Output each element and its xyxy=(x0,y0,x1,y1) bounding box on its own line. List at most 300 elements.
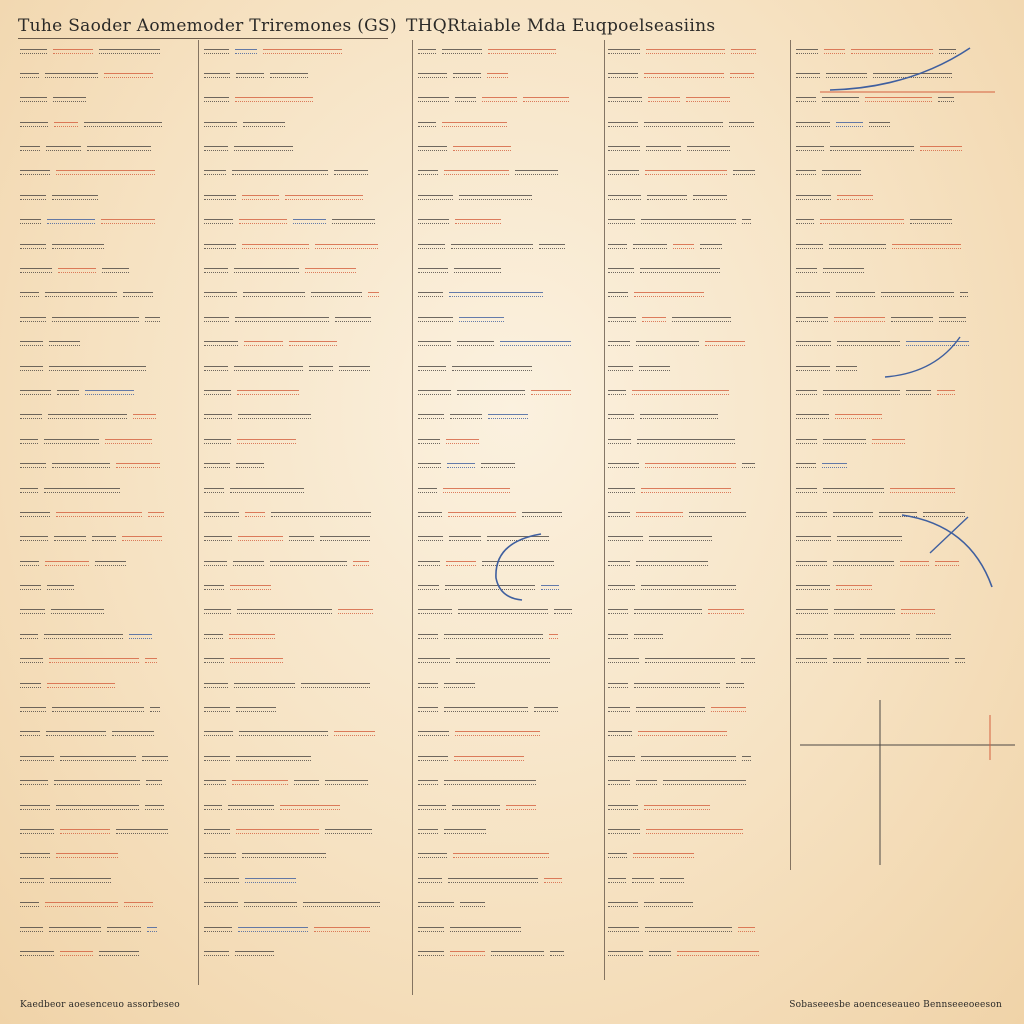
handwritten-entry-stroke xyxy=(289,536,314,541)
handwritten-entry-stroke xyxy=(500,341,571,346)
table-row xyxy=(20,703,196,717)
row-index-mark xyxy=(608,317,636,322)
row-index-mark xyxy=(796,195,831,200)
handwritten-entry-stroke xyxy=(51,609,104,614)
table-row xyxy=(20,215,196,229)
row-index-mark xyxy=(204,878,239,883)
row-index-mark xyxy=(20,390,51,395)
column-divider xyxy=(412,40,413,995)
row-index-mark xyxy=(204,341,238,346)
handwritten-entry-stroke xyxy=(239,219,287,224)
table-row xyxy=(608,190,786,204)
handwritten-entry-stroke xyxy=(455,219,501,224)
handwritten-entry-stroke xyxy=(455,97,476,102)
table-row xyxy=(608,873,786,887)
handwritten-entry-stroke xyxy=(649,536,712,541)
handwritten-entry-stroke xyxy=(634,683,720,688)
row-index-mark xyxy=(608,170,639,175)
table-row xyxy=(204,776,408,790)
handwritten-entry-stroke xyxy=(52,317,139,322)
table-row xyxy=(20,264,196,278)
table-row xyxy=(20,410,196,424)
handwritten-entry-stroke xyxy=(54,780,140,785)
row-index-mark xyxy=(204,463,230,468)
row-index-mark xyxy=(608,244,627,249)
table-row xyxy=(418,385,600,399)
row-index-mark xyxy=(796,268,817,273)
handwritten-entry-stroke xyxy=(641,488,731,493)
handwritten-entry-stroke xyxy=(145,805,164,810)
row-index-mark xyxy=(204,122,237,127)
table-row xyxy=(20,312,196,326)
footer-left: Kaedbeor aoesenceuo assorbeseo xyxy=(20,1000,180,1010)
table-row xyxy=(204,44,408,58)
curve-diagram-icon xyxy=(486,528,556,608)
handwritten-entry-stroke xyxy=(641,756,736,761)
row-index-mark xyxy=(418,609,452,614)
table-row xyxy=(20,288,196,302)
table-row xyxy=(204,459,408,473)
handwritten-entry-stroke xyxy=(60,756,136,761)
handwritten-entry-stroke xyxy=(544,878,562,883)
row-index-mark xyxy=(418,244,445,249)
column-divider xyxy=(604,40,605,980)
handwritten-entry-stroke xyxy=(305,268,356,273)
handwritten-entry-stroke xyxy=(906,390,931,395)
handwritten-entry-stroke xyxy=(311,292,362,297)
handwritten-entry-stroke xyxy=(102,268,129,273)
table-row xyxy=(608,849,786,863)
handwritten-entry-stroke xyxy=(234,683,295,688)
handwritten-entry-stroke xyxy=(442,122,507,127)
table-row xyxy=(20,751,196,765)
handwritten-entry-stroke xyxy=(145,317,160,322)
row-index-mark xyxy=(204,390,231,395)
handwritten-entry-stroke xyxy=(487,73,508,78)
handwritten-entry-stroke xyxy=(293,219,326,224)
table-row xyxy=(608,678,786,692)
handwritten-entry-stroke xyxy=(830,146,914,151)
handwritten-entry-stroke xyxy=(238,927,308,932)
handwritten-entry-stroke xyxy=(890,488,955,493)
row-index-mark xyxy=(418,951,444,956)
handwritten-entry-stroke xyxy=(916,634,951,639)
handwritten-entry-stroke xyxy=(705,341,745,346)
row-index-mark xyxy=(418,829,438,834)
row-index-mark xyxy=(418,634,438,639)
row-index-mark xyxy=(608,122,638,127)
handwritten-entry-stroke xyxy=(116,829,168,834)
handwritten-entry-stroke xyxy=(633,853,694,858)
handwritten-entry-stroke xyxy=(242,244,309,249)
row-index-mark xyxy=(796,97,816,102)
table-row xyxy=(20,800,196,814)
row-index-mark xyxy=(204,756,230,761)
row-index-mark xyxy=(204,97,229,102)
handwritten-entry-stroke xyxy=(446,561,476,566)
row-index-mark xyxy=(204,829,230,834)
row-index-mark xyxy=(418,878,442,883)
table-row xyxy=(418,434,600,448)
row-index-mark xyxy=(204,853,236,858)
handwritten-entry-stroke xyxy=(122,536,162,541)
handwritten-entry-stroke xyxy=(56,853,118,858)
row-index-mark xyxy=(20,878,44,883)
row-index-mark xyxy=(20,97,47,102)
handwritten-entry-stroke xyxy=(332,219,375,224)
row-index-mark xyxy=(20,49,47,54)
row-index-mark xyxy=(796,122,830,127)
row-index-mark xyxy=(608,146,640,151)
table-row xyxy=(204,166,408,180)
row-index-mark xyxy=(20,561,39,566)
handwritten-entry-stroke xyxy=(294,780,319,785)
row-index-mark xyxy=(796,414,829,419)
handwritten-entry-stroke xyxy=(49,658,139,663)
row-index-mark xyxy=(20,731,40,736)
handwritten-entry-stroke xyxy=(742,219,751,224)
handwritten-entry-stroke xyxy=(301,683,370,688)
row-index-mark xyxy=(204,73,230,78)
handwritten-entry-stroke xyxy=(107,927,141,932)
table-row xyxy=(796,288,996,302)
handwritten-entry-stroke xyxy=(44,634,123,639)
handwritten-entry-stroke xyxy=(84,122,162,127)
table-row xyxy=(608,117,786,131)
row-index-mark xyxy=(608,731,632,736)
handwritten-entry-stroke xyxy=(638,731,727,736)
row-index-mark xyxy=(608,805,638,810)
row-index-mark xyxy=(20,292,39,297)
row-index-mark xyxy=(20,634,38,639)
handwritten-entry-stroke xyxy=(325,829,372,834)
table-column-4 xyxy=(608,44,786,971)
row-index-mark xyxy=(608,585,635,590)
row-index-mark xyxy=(204,170,226,175)
table-row xyxy=(20,873,196,887)
handwritten-entry-stroke xyxy=(238,536,283,541)
row-index-mark xyxy=(20,341,43,346)
handwritten-entry-stroke xyxy=(124,902,153,907)
table-row xyxy=(608,264,786,278)
page-title-right: THQRtaiable Mda Euqpoelseasiins xyxy=(406,16,716,36)
handwritten-entry-stroke xyxy=(45,902,118,907)
handwritten-entry-stroke xyxy=(146,780,162,785)
table-row xyxy=(204,581,408,595)
row-index-mark xyxy=(204,683,228,688)
table-row xyxy=(796,459,996,473)
handwritten-entry-stroke xyxy=(641,585,736,590)
table-row xyxy=(20,727,196,741)
handwritten-entry-stroke xyxy=(634,609,702,614)
table-row xyxy=(418,507,600,521)
table-row xyxy=(20,239,196,253)
handwritten-entry-stroke xyxy=(442,49,482,54)
row-index-mark xyxy=(608,512,630,517)
row-index-mark xyxy=(20,805,50,810)
row-index-mark xyxy=(204,731,233,736)
table-row xyxy=(20,361,196,375)
table-row xyxy=(20,44,196,58)
table-row xyxy=(608,800,786,814)
handwritten-entry-stroke xyxy=(49,927,101,932)
handwritten-entry-stroke xyxy=(693,195,727,200)
handwritten-entry-stroke xyxy=(452,366,532,371)
handwritten-entry-stroke xyxy=(738,927,755,932)
row-index-mark xyxy=(20,951,54,956)
handwritten-entry-stroke xyxy=(459,317,504,322)
row-index-mark xyxy=(204,414,232,419)
row-index-mark xyxy=(796,146,824,151)
row-index-mark xyxy=(204,488,224,493)
row-index-mark xyxy=(20,756,54,761)
handwritten-entry-stroke xyxy=(446,439,479,444)
handwritten-entry-stroke xyxy=(687,146,730,151)
table-row xyxy=(608,288,786,302)
handwritten-entry-stroke xyxy=(147,927,157,932)
handwritten-entry-stroke xyxy=(303,902,380,907)
table-row xyxy=(204,873,408,887)
handwritten-entry-stroke xyxy=(87,146,151,151)
handwritten-entry-stroke xyxy=(456,658,550,663)
handwritten-entry-stroke xyxy=(637,439,735,444)
handwritten-entry-stroke xyxy=(454,268,501,273)
table-row xyxy=(608,629,786,643)
handwritten-entry-stroke xyxy=(235,49,257,54)
table-row xyxy=(20,166,196,180)
row-index-mark xyxy=(418,853,447,858)
row-index-mark xyxy=(418,219,449,224)
row-index-mark xyxy=(418,927,444,932)
table-row xyxy=(20,68,196,82)
handwritten-entry-stroke xyxy=(711,707,746,712)
handwritten-entry-stroke xyxy=(444,829,486,834)
table-row xyxy=(204,239,408,253)
handwritten-entry-stroke xyxy=(457,390,525,395)
table-row xyxy=(796,605,996,619)
handwritten-entry-stroke xyxy=(733,170,755,175)
handwritten-entry-stroke xyxy=(236,829,319,834)
handwritten-entry-stroke xyxy=(640,414,718,419)
table-row xyxy=(418,288,600,302)
table-row xyxy=(418,361,600,375)
handwritten-entry-stroke xyxy=(449,536,481,541)
handwritten-entry-stroke xyxy=(481,463,515,468)
handwritten-entry-stroke xyxy=(244,341,283,346)
handwritten-entry-stroke xyxy=(45,73,98,78)
table-row xyxy=(204,703,408,717)
row-index-mark xyxy=(20,268,52,273)
table-column-2 xyxy=(204,44,408,971)
table-row xyxy=(418,946,600,960)
handwritten-entry-stroke xyxy=(450,951,485,956)
row-index-mark xyxy=(418,268,448,273)
handwritten-entry-stroke xyxy=(339,366,370,371)
handwritten-entry-stroke xyxy=(44,488,120,493)
handwritten-entry-stroke xyxy=(834,609,895,614)
row-index-mark xyxy=(418,512,442,517)
handwritten-entry-stroke xyxy=(104,73,153,78)
handwritten-entry-stroke xyxy=(741,658,755,663)
handwritten-entry-stroke xyxy=(837,195,873,200)
handwritten-entry-stroke xyxy=(822,463,847,468)
handwritten-entry-stroke xyxy=(872,439,905,444)
handwritten-entry-stroke xyxy=(939,317,966,322)
handwritten-entry-stroke xyxy=(726,683,744,688)
handwritten-entry-stroke xyxy=(47,683,115,688)
table-row xyxy=(796,654,996,668)
table-row xyxy=(204,556,408,570)
handwritten-entry-stroke xyxy=(232,780,288,785)
row-index-mark xyxy=(608,878,626,883)
handwritten-entry-stroke xyxy=(242,853,326,858)
handwritten-entry-stroke xyxy=(53,49,93,54)
row-index-mark xyxy=(418,97,449,102)
table-row xyxy=(608,385,786,399)
table-row xyxy=(608,703,786,717)
row-index-mark xyxy=(608,756,635,761)
table-row xyxy=(608,898,786,912)
row-index-mark xyxy=(796,49,818,54)
table-row xyxy=(204,727,408,741)
row-index-mark xyxy=(608,439,631,444)
handwritten-entry-stroke xyxy=(46,146,81,151)
row-index-mark xyxy=(608,488,635,493)
table-row xyxy=(204,922,408,936)
row-index-mark xyxy=(796,292,830,297)
table-row xyxy=(204,605,408,619)
row-index-mark xyxy=(796,561,827,566)
handwritten-entry-stroke xyxy=(271,512,371,517)
handwritten-entry-stroke xyxy=(742,756,751,761)
table-row xyxy=(418,922,600,936)
row-index-mark xyxy=(204,366,228,371)
table-row xyxy=(204,337,408,351)
handwritten-entry-stroke xyxy=(447,463,475,468)
table-row xyxy=(20,946,196,960)
table-row xyxy=(204,946,408,960)
row-index-mark xyxy=(204,609,231,614)
handwritten-entry-stroke xyxy=(449,292,543,297)
handwritten-entry-stroke xyxy=(730,73,754,78)
handwritten-entry-stroke xyxy=(506,805,536,810)
table-row xyxy=(418,727,600,741)
table-row xyxy=(418,312,600,326)
row-index-mark xyxy=(608,366,633,371)
handwritten-entry-stroke xyxy=(443,488,510,493)
table-row xyxy=(204,361,408,375)
handwritten-entry-stroke xyxy=(955,658,965,663)
row-index-mark xyxy=(20,536,48,541)
row-index-mark xyxy=(418,73,447,78)
table-row xyxy=(418,825,600,839)
handwritten-entry-stroke xyxy=(534,707,558,712)
handwritten-entry-stroke xyxy=(881,292,954,297)
column-divider xyxy=(790,40,791,870)
row-index-mark xyxy=(204,951,229,956)
table-row xyxy=(796,215,996,229)
table-row xyxy=(418,483,600,497)
handwritten-entry-stroke xyxy=(869,122,890,127)
handwritten-entry-stroke xyxy=(105,439,152,444)
table-row xyxy=(20,507,196,521)
table-row xyxy=(204,654,408,668)
row-index-mark xyxy=(796,488,817,493)
row-index-mark xyxy=(608,390,626,395)
row-index-mark xyxy=(204,195,236,200)
table-row xyxy=(796,434,996,448)
row-index-mark xyxy=(796,463,816,468)
table-row xyxy=(204,678,408,692)
handwritten-entry-stroke xyxy=(52,707,144,712)
table-row xyxy=(20,434,196,448)
handwritten-entry-stroke xyxy=(673,244,694,249)
row-index-mark xyxy=(608,683,628,688)
handwritten-entry-stroke xyxy=(636,780,657,785)
table-row xyxy=(204,190,408,204)
handwritten-entry-stroke xyxy=(455,731,540,736)
row-index-mark xyxy=(418,756,448,761)
table-row xyxy=(608,459,786,473)
handwritten-entry-stroke xyxy=(708,609,744,614)
table-row xyxy=(20,459,196,473)
row-index-mark xyxy=(608,195,641,200)
table-row xyxy=(796,117,996,131)
row-index-mark xyxy=(608,561,630,566)
table-row xyxy=(204,629,408,643)
handwritten-entry-stroke xyxy=(230,658,283,663)
handwritten-entry-stroke xyxy=(837,536,902,541)
handwritten-entry-stroke xyxy=(644,73,724,78)
handwritten-entry-stroke xyxy=(338,609,373,614)
handwritten-entry-stroke xyxy=(235,951,274,956)
row-index-mark xyxy=(20,707,46,712)
handwritten-entry-stroke xyxy=(237,439,296,444)
curve-diagram-icon xyxy=(820,40,1000,100)
handwritten-entry-stroke xyxy=(230,585,271,590)
row-index-mark xyxy=(20,585,41,590)
handwritten-entry-stroke xyxy=(47,585,74,590)
table-row xyxy=(204,117,408,131)
row-index-mark xyxy=(608,73,638,78)
row-index-mark xyxy=(796,439,817,444)
handwritten-entry-stroke xyxy=(95,561,126,566)
handwritten-entry-stroke xyxy=(689,512,746,517)
table-row xyxy=(608,215,786,229)
row-index-mark xyxy=(608,292,628,297)
row-index-mark xyxy=(204,634,223,639)
footer-right: Sobaseeesbe aoenceseaueo Bennseeeoeeson xyxy=(789,1000,1002,1010)
handwritten-entry-stroke xyxy=(58,268,96,273)
table-row xyxy=(796,142,996,156)
handwritten-entry-stroke xyxy=(836,366,857,371)
table-row xyxy=(608,605,786,619)
table-column-3 xyxy=(418,44,600,971)
handwritten-entry-stroke xyxy=(54,536,86,541)
table-row xyxy=(20,581,196,595)
handwritten-entry-stroke xyxy=(636,341,699,346)
handwritten-entry-stroke xyxy=(47,219,95,224)
table-row xyxy=(608,825,786,839)
table-row xyxy=(204,849,408,863)
table-row xyxy=(608,727,786,741)
table-row xyxy=(418,117,600,131)
handwritten-entry-stroke xyxy=(636,561,708,566)
handwritten-entry-stroke xyxy=(634,292,704,297)
row-index-mark xyxy=(204,902,238,907)
handwritten-entry-stroke xyxy=(46,731,106,736)
row-index-mark xyxy=(204,658,224,663)
